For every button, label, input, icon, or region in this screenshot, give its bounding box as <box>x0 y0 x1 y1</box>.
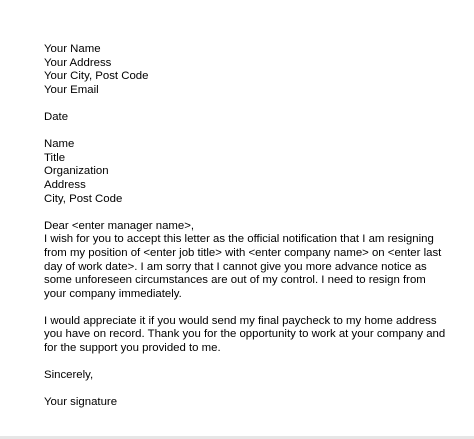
recipient-name: Name <box>44 138 75 151</box>
spacer <box>44 97 464 111</box>
sender-email: Your Email <box>44 83 99 96</box>
sender-block <box>44 43 464 97</box>
sender-address: Your Address <box>44 56 112 69</box>
spacer <box>44 301 464 315</box>
recipient-organization: Organization <box>44 165 109 178</box>
closing: Sincerely, <box>44 369 94 382</box>
paragraph-line: you have on record. Thank you for the opportunity to work at your company and <box>44 328 446 341</box>
spacer <box>44 383 464 397</box>
body-paragraph-1 <box>44 233 464 301</box>
recipient-city-post-code: City, Post Code <box>44 192 123 205</box>
paragraph-line: some unforeseen circumstances are out of my control. I need to resign from <box>44 274 426 287</box>
spacer <box>44 206 464 220</box>
sender-name: Your Name <box>44 43 101 55</box>
sender-city-post-code: Your City, Post Code <box>44 70 149 83</box>
paragraph-line: I would appreciate it if you would send my final paycheck to my home address <box>44 314 437 327</box>
signature: Your signature <box>44 396 118 409</box>
spacer <box>44 125 464 139</box>
paragraph-line: from my position of <enter job title> with <enter company name> on <enter last <box>44 246 442 259</box>
recipient-title: Title <box>44 151 66 164</box>
paragraph-line: day of work date>. I am sorry that I cannot give you more advance notice as <box>44 260 427 273</box>
recipient-address: Address <box>44 178 86 191</box>
recipient-block <box>44 138 464 206</box>
paragraph-line: for the support you provided to me. <box>44 342 221 355</box>
paragraph-line: I wish for you to accept this letter as the official notification that I am resigning <box>44 233 434 246</box>
spacer <box>44 356 464 370</box>
body-paragraph-2 <box>44 315 464 356</box>
paragraph-line: your company immediately. <box>44 287 182 300</box>
resignation-letter <box>44 43 464 410</box>
letter-date: Date <box>44 110 69 123</box>
salutation: Dear <enter manager name>, <box>44 219 195 232</box>
